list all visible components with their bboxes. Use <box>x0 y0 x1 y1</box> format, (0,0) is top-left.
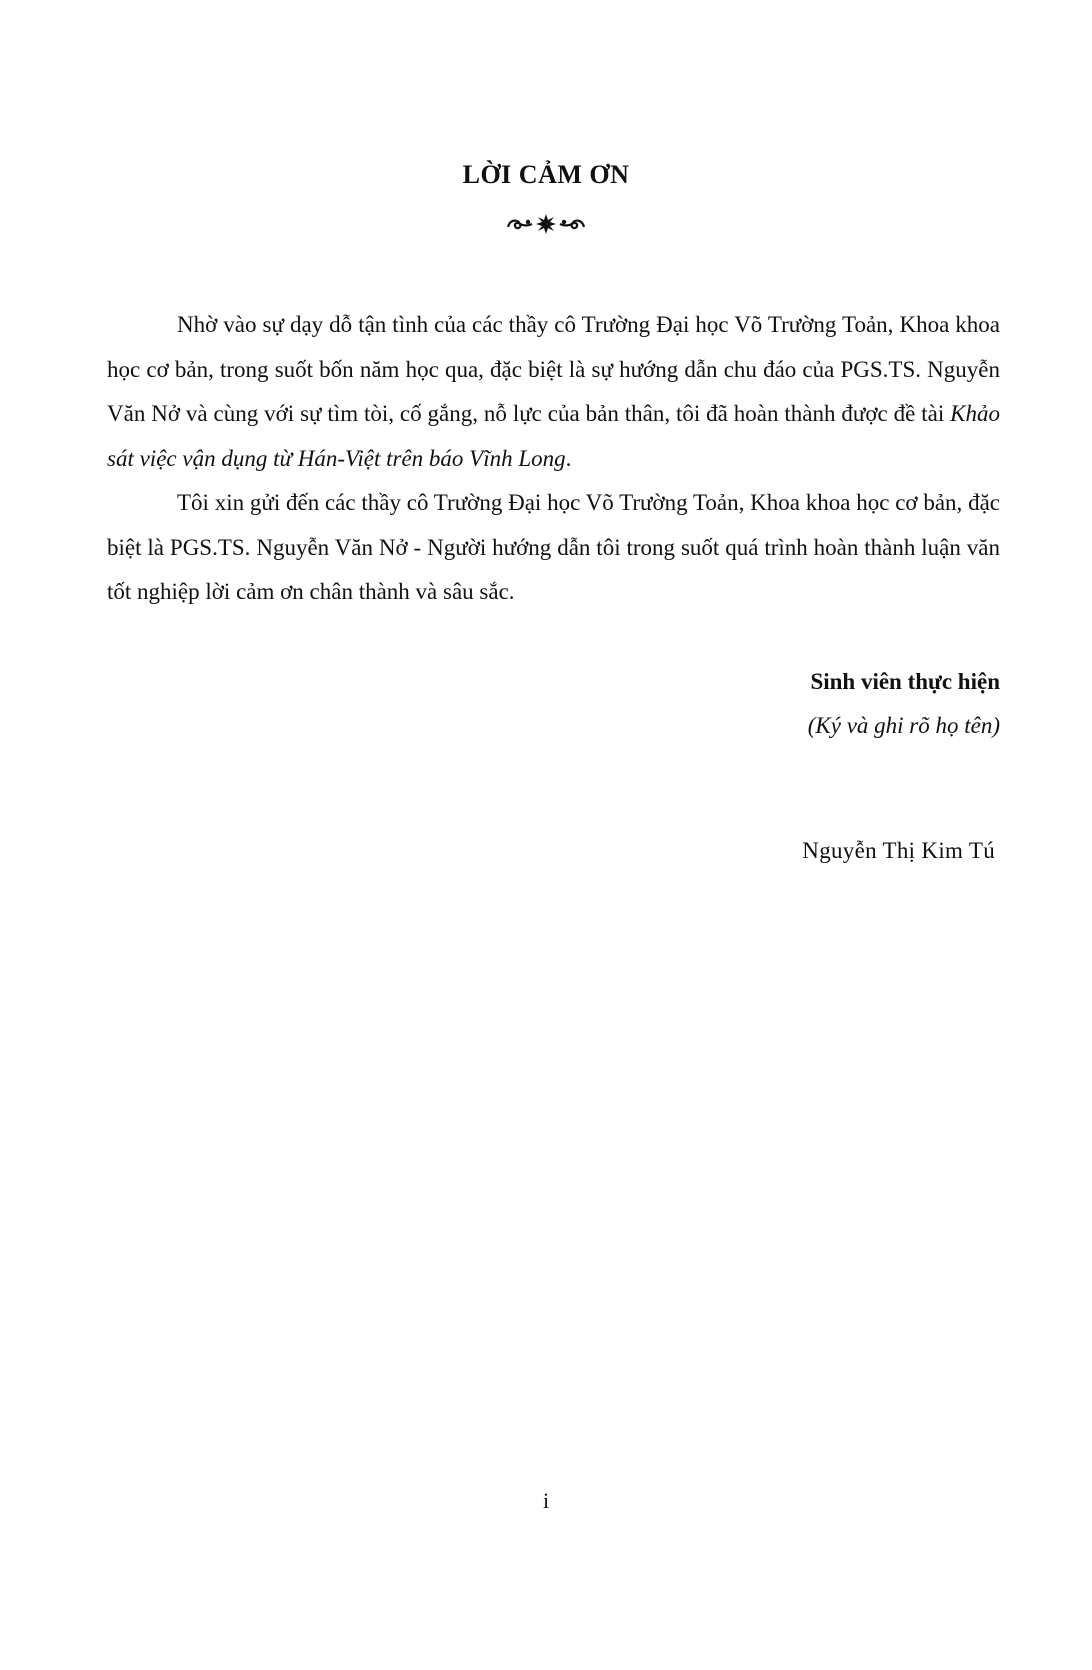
signature-name: Nguyễn Thị Kim Tú <box>802 838 995 863</box>
signature-title: Sinh viên thực hiện <box>810 669 1000 694</box>
signature-block <box>600 660 1000 748</box>
acknowledgement-body <box>107 303 1000 615</box>
floral-divider-icon <box>504 222 588 239</box>
thesis-title: Khảo sát việc vận dụng từ Hán-Việt trên báo Vĩnh Long <box>107 401 1000 471</box>
ornament-divider <box>0 213 1092 240</box>
paragraph-1 <box>107 303 1000 481</box>
page-number: i <box>542 1488 550 1513</box>
paragraph-1-text: Nhờ vào sự dạy dỗ tận tình của các thầy cô Trường Đại học Võ Trường Toản, Khoa khoa học cơ bản, trong suốt bốn năm học qua, đặc biệt là sự hướng dẫn chu đáo của PGS.TS. Nguyễn Văn Nở và cùng với sự tìm tòi, cố gắng, nỗ lực của bản thân, tôi đã hoàn thành được đề tài <box>107 312 1000 426</box>
paragraph-1-end: . <box>565 445 572 471</box>
page-title: LỜI CẢM ƠN <box>462 160 630 189</box>
paragraph-2: Tôi xin gửi đến các thầy cô Trường Đại học Võ Trường Toản, Khoa khoa học cơ bản, đặc biệt là PGS.TS. Nguyễn Văn Nở - Người hướng dẫn tôi trong suốt quá trình hoàn thành luận văn tốt nghiệp lời cảm ơn chân thành và sâu sắc. <box>107 490 1000 604</box>
signature-note: (Ký và ghi rõ họ tên) <box>807 713 1000 738</box>
